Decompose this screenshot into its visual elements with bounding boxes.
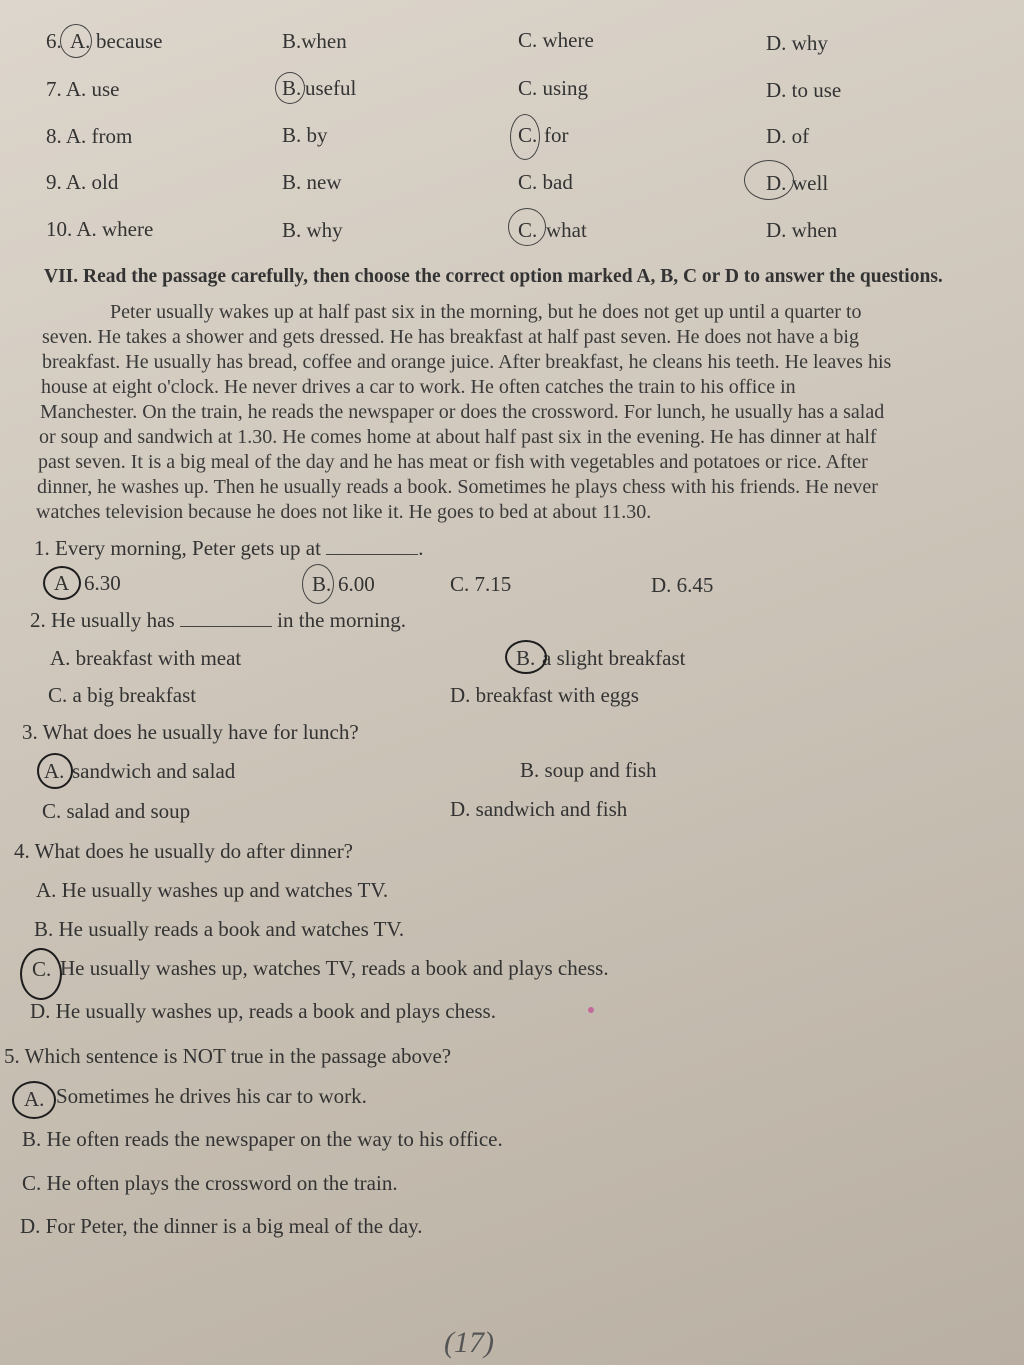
q3-option-c[interactable]: C. salad and soup (42, 799, 191, 823)
q5-option-a-text: Sometimes he drives his car to work. (56, 1084, 367, 1108)
q5-option-d[interactable]: D. For Peter, the dinner is a big meal of the day. (20, 1214, 423, 1238)
q7-option-b-letter[interactable]: B. (282, 76, 302, 100)
q2-option-b-letter[interactable]: B. (516, 646, 536, 670)
passage-line: breakfast. He usually has bread, coffee and orange juice. After breakfast, he cleans his teeth. He leaves his (42, 351, 892, 373)
q1-option-b-text: 6.00 (338, 572, 375, 596)
q2-option-c[interactable]: C. a big breakfast (48, 683, 197, 707)
q7-option-d[interactable]: D. to use (766, 78, 842, 102)
passage-line: seven. He takes a shower and gets dressed. He has breakfast at half past seven. He does not have a big (42, 326, 859, 348)
q9-option-b[interactable]: B. new (282, 170, 342, 194)
q4-option-a[interactable]: A. He usually washes up and watches TV. (36, 878, 389, 902)
q10-option-b[interactable]: B. why (282, 218, 343, 242)
q9-option-d-letter[interactable]: D. (766, 171, 787, 195)
passage-line: Peter usually wakes up at half past six in the morning, but he does not get up until a quarter to (110, 301, 862, 323)
q2-option-b-text: a slight breakfast (542, 646, 686, 670)
q5-option-b[interactable]: B. He often reads the newspaper on the way to his office. (22, 1127, 503, 1151)
q7-option-b-text: useful (305, 76, 357, 100)
q5-option-c[interactable]: C. He often plays the crossword on the train. (22, 1171, 398, 1195)
q1-option-c[interactable]: C. 7.15 (450, 572, 512, 596)
q1-stem: 1. Every morning, Peter gets up at . (34, 536, 424, 560)
q9-option-d-text: well (792, 171, 829, 195)
passage-line: dinner, he washes up. Then he usually reads a book. Sometimes he plays chess with his friends. He never (37, 476, 878, 498)
q1-option-d[interactable]: D. 6.45 (651, 573, 714, 597)
section-heading: VII. Read the passage carefully, then choose the correct option marked A, B, C or D to answer the questions. (44, 266, 943, 287)
q2-stem: 2. He usually has in the morning. (30, 608, 407, 632)
q3-option-b[interactable]: B. soup and fish (520, 758, 657, 782)
q1-option-a-text: 6.30 (84, 571, 121, 595)
q8-option-c-text: for (544, 123, 569, 147)
q6-option-a-letter[interactable]: A. (70, 29, 91, 53)
page-number-mark: (17) (444, 1326, 494, 1359)
answer-blank[interactable] (326, 536, 418, 555)
q8-option-c-letter[interactable]: C. (518, 123, 538, 147)
q4-option-c-letter[interactable]: C. (32, 957, 52, 981)
q6-option-a-text: because (96, 29, 163, 53)
passage-line: house at eight o'clock. He never drives a car to work. He often catches the train to his office in (41, 376, 796, 398)
q6-number: 6. (46, 29, 62, 53)
q9-number-option-a[interactable]: 9. A. old (46, 170, 119, 194)
q8-number-option-a[interactable]: 8. A. from (46, 124, 133, 148)
q6-option-d[interactable]: D. why (766, 31, 828, 55)
q6-option-b[interactable]: B.when (282, 29, 347, 53)
q7-number-option-a[interactable]: 7. A. use (46, 77, 120, 101)
q2-option-a[interactable]: A. breakfast with meat (50, 646, 242, 670)
q3-option-a-letter[interactable]: A. (44, 759, 65, 783)
q7-option-c[interactable]: C. using (518, 76, 589, 100)
q3-stem: 3. What does he usually have for lunch? (22, 720, 359, 744)
q1-option-a-letter[interactable]: A (54, 571, 70, 595)
passage-line: or soup and sandwich at 1.30. He comes home at about half past six in the evening. He has dinner at half (39, 426, 877, 448)
q5-stem: 5. Which sentence is NOT true in the passage above? (4, 1044, 452, 1068)
answer-blank[interactable] (180, 608, 272, 627)
q9-option-c[interactable]: C. bad (518, 170, 573, 194)
q10-option-c-text: what (546, 218, 587, 242)
passage-line: Manchester. On the train, he reads the newspaper or does the crossword. For lunch, he usually has a salad (40, 401, 885, 423)
q8-option-b[interactable]: B. by (282, 123, 328, 147)
q6-option-c[interactable]: C. where (518, 28, 594, 52)
q10-number-option-a[interactable]: 10. A. where (46, 217, 154, 241)
q10-option-c-letter[interactable]: C. (518, 218, 538, 242)
q4-stem: 4. What does he usually do after dinner? (14, 839, 354, 863)
q1-option-b-letter[interactable]: B. (312, 572, 332, 596)
q10-option-d[interactable]: D. when (766, 218, 838, 242)
q3-option-d[interactable]: D. sandwich and fish (450, 797, 628, 821)
q4-option-b[interactable]: B. He usually reads a book and watches TV. (34, 917, 405, 941)
q3-option-a-text: sandwich and salad (72, 759, 236, 783)
passage-line: past seven. It is a big meal of the day and he has meat or fish with vegetables and potatoes or rice. After (38, 451, 868, 473)
q8-option-d[interactable]: D. of (766, 124, 810, 148)
q4-option-d[interactable]: D. He usually washes up, reads a book and plays chess. (30, 999, 496, 1023)
q4-option-c-text: He usually washes up, watches TV, reads a book and plays chess. (60, 956, 609, 980)
q5-option-a-letter[interactable]: A. (24, 1087, 45, 1111)
pen-dot-mark (588, 1007, 594, 1013)
passage-line: watches television because he does not like it. He goes to bed at about 11.30. (36, 501, 652, 523)
q2-option-d[interactable]: D. breakfast with eggs (450, 683, 639, 707)
